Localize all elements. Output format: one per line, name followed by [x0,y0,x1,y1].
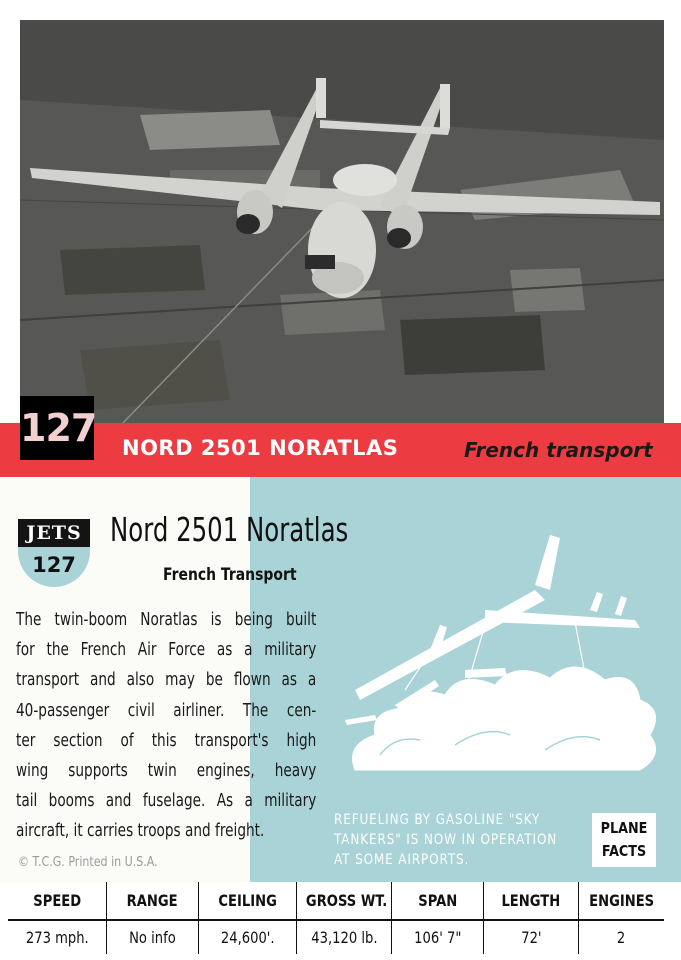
series-badge: JETS [18,519,90,547]
banner-title: NORD 2501 NORATLAS [122,436,399,460]
description-line: tail booms and fuselage. As a military [16,791,317,812]
description-line: ter section of this transport's high [16,730,317,751]
plane-facts-line: FACTS [601,842,647,860]
caption-line: TANKERS" IS NOW IN OPERATION [334,832,558,848]
caption-line: AT SOME AIRPORTS. [334,852,470,868]
specs-value: 43,120 lb. [297,920,392,954]
specs-value: No info [106,920,198,954]
specs-value-row [8,920,664,954]
description-line: aircraft, it carries troops and freight. [16,821,265,842]
description-line: transport and also may be flown as a [16,670,317,691]
card-subtitle: French Transport [163,565,297,585]
specs-header: ENGINES [579,882,664,920]
plane-facts-line: PLANE [600,819,648,837]
description-line: wing supports twin engines, heavy [16,761,317,782]
card-title: Nord 2501 Noratlas [110,510,349,549]
specs-value: 24,600'. [198,920,296,954]
specs-table [8,882,664,954]
copyright-text: © T.C.G. Printed in U.S.A. [18,855,158,870]
specs-value: 273 mph. [25,928,89,947]
specs-header: SPEED [8,882,106,920]
description-line: for the French Air Force as a military [16,640,317,661]
specs-header: RANGE [106,882,198,920]
plane-facts-label [592,813,656,867]
specs-header-row [8,882,664,920]
description-line: 40-passenger civil airliner. The cen- [16,700,317,721]
caption-line: REFUELING BY GASOLINE "SKY [334,812,541,828]
card-number-box: 127 [20,396,94,460]
specs-value: 106' 7" [392,920,484,954]
sky-tanker-illustration [335,530,665,790]
specs-header: SPAN [392,882,484,920]
illustration-caption [334,810,618,870]
aircraft-photo [20,20,664,426]
specs-header: LENGTH [484,882,579,920]
description-line: The twin-boom Noratlas is being built [16,610,317,630]
specs-header: GROSS WT. [297,882,392,920]
description [16,605,316,847]
badge-number: 127 [18,547,90,587]
specs-value: 72' [484,920,579,954]
specs-header: CEILING [198,882,296,920]
specs-value: 2 [579,920,664,954]
banner-subtitle: French transport [464,438,653,462]
